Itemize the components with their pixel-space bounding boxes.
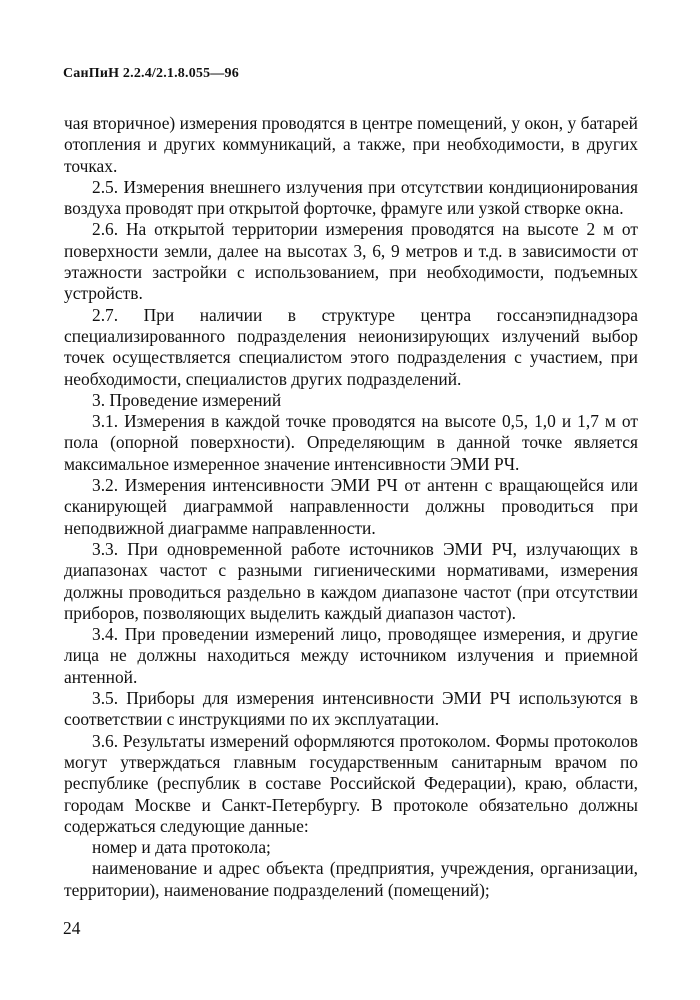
document-body bbox=[64, 113, 638, 901]
paragraph-continuation: чая вторичное) измерения проводятся в центре помещений, у окон, у батарей отопления и других коммуникаций, а также, при необходимости, в других точках. bbox=[64, 113, 638, 176]
paragraph-2-5: 2.5. Измерения внешнего излучения при отсутствии кондиционирования воздуха проводят при открытой форточке, фрамуге или узкой створке окна. bbox=[64, 176, 638, 219]
section-3-heading: 3. Проведение измерений bbox=[92, 389, 282, 410]
list-item-protocol-number: номер и дата протокола; bbox=[92, 837, 271, 858]
paragraph-3-3: 3.3. При одновременной работе источников ЭМИ РЧ, излучающих в диапазонах частот с разными гигиеническими нормативами, измерения должны проводиться раздельно в каждом диапазоне частот (при отсутствии приборов, позволяющих выделить каждый диапазон частот). bbox=[64, 538, 638, 623]
paragraph-3-2: 3.2. Измерения интенсивности ЭМИ РЧ от антенн с вращающейся или сканирующей диаграммой направленности должны проводиться при неподвижной диаграмме направленности. bbox=[64, 475, 638, 538]
paragraph-2-6: 2.6. На открытой территории измерения проводятся на высоте 2 м от поверхности земли, далее на высотах 3, 6, 9 метров и т.д. в зависимости от этажности застройки с использованием, при необходимости, подъемных устройств. bbox=[64, 219, 638, 304]
paragraph-3-1: 3.1. Измерения в каждой точке проводятся на высоте 0,5, 1,0 и 1,7 м от пола (опорной поверхности). Определяющим в данной точке является максимальное измеренное значение интенсивности ЭМИ РЧ. bbox=[64, 411, 638, 474]
paragraph-3-5: 3.5. Приборы для измерения интенсивности ЭМИ РЧ используются в соответствии с инструкциями по их эксплуатации. bbox=[64, 688, 638, 730]
document-header-code: СанПиН 2.2.4/2.1.8.055—96 bbox=[63, 66, 239, 81]
page-number: 24 bbox=[63, 918, 81, 938]
paragraph-3-6: 3.6. Результаты измерений оформляются протоколом. Формы протоколов могут утверждаться главным государственным санитарным врачом по республике (республик в составе Российской Федерации), краю, области, городам Москве и Санкт-Петербургу. В протоколе обязательно должны содержаться следующие данные: bbox=[64, 730, 638, 836]
list-item-object-name: наименование и адрес объекта (предприятия, учреждения, организации, территории), наименование подразделений (помещений); bbox=[64, 858, 638, 900]
paragraph-3-4: 3.4. При проведении измерений лицо, проводящее измерения, и другие лица не должны находиться между источником излучения и приемной антенной. bbox=[64, 624, 638, 687]
paragraph-2-7: 2.7. При наличии в структуре центра госсанэпиднадзора специализированного подразделения неионизирующих излучений выбор точек осуществляется специалистом этого подразделения с участием, при необходимости, специалистов других подразделений. bbox=[64, 304, 638, 389]
